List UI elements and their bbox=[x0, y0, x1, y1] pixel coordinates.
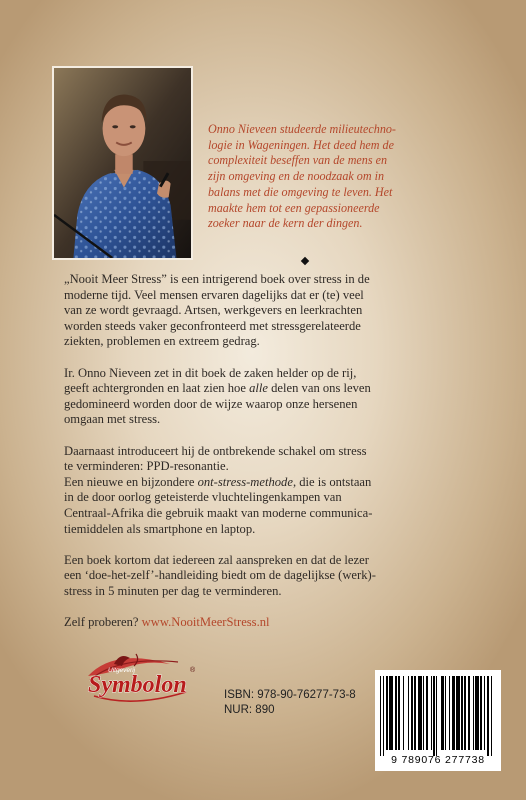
blurb-line: omgaan met stress. bbox=[64, 412, 161, 427]
blurb-line-part: geeft achtergronden en laat zien hoe bbox=[64, 381, 250, 396]
author-bio bbox=[208, 122, 500, 232]
blurb-paragraph-method bbox=[64, 475, 496, 537]
blurb-paragraph-intro bbox=[64, 272, 496, 350]
blurb-line-part: delen van ons leven bbox=[267, 381, 371, 396]
author-bio-line: zoeker naar de kern der dingen. bbox=[208, 216, 363, 231]
author-bio-line: logie in Wageningen. Het deed hem de bbox=[208, 137, 394, 152]
blurb-line: een ‘doe-het-zelf’-handleiding biedt om de dagelijkse (werk)- bbox=[64, 568, 376, 583]
blurb-line: Centraal-Afrika die gebruik maakt van moderne communica- bbox=[64, 505, 373, 520]
blurb-line-part: , die is ontstaan bbox=[292, 474, 372, 489]
blurb-line: „Nooit Meer Stress” is een intrigerend boek over stress in de bbox=[64, 272, 370, 286]
blurb-line: ziekten, problemen en extreem gedrag. bbox=[64, 334, 260, 349]
blurb-line: Ir. Onno Nieveen zet in dit boek de zaken helder op de rij, bbox=[64, 365, 357, 380]
blurb-text bbox=[64, 272, 496, 646]
blurb-call-to-action bbox=[64, 615, 496, 631]
blurb-paragraph-summary bbox=[64, 553, 496, 600]
diamond-separator-icon bbox=[301, 257, 309, 265]
author-bio-line: complexiteit beseffen van de mens en bbox=[208, 153, 387, 168]
blurb-paragraph-author bbox=[64, 366, 496, 428]
symbolon-logo-icon bbox=[74, 650, 214, 710]
author-photo bbox=[52, 66, 193, 260]
blurb-line: gedomineerd worden door de wijze waarop onze hersenen bbox=[64, 396, 358, 411]
website-link[interactable]: www.NooitMeerStress.nl bbox=[141, 615, 270, 630]
blurb-line: van ze wordt gevraagd. Artsen, werkgevers en leerkrachten bbox=[64, 303, 363, 318]
author-portrait-image bbox=[54, 68, 191, 258]
author-bio-line: Onno Nieveen studeerde milieutechno- bbox=[208, 122, 396, 136]
registered-mark: ® bbox=[190, 667, 196, 674]
barcode-gap bbox=[492, 676, 493, 750]
blurb-line: tiemiddelen als smartphone en laptop. bbox=[64, 521, 256, 536]
blurb-emphasis: ont-stress-methode bbox=[197, 474, 293, 489]
publisher-logo bbox=[74, 650, 214, 710]
blurb-line: moderne tijd. Veel mensen ervaren dagelijks dat er (te) veel bbox=[64, 287, 364, 302]
publisher-name: Symbolon bbox=[88, 672, 187, 698]
blurb-line: worden steeds vaker geconfronteerd met stressgerelateerde bbox=[64, 318, 361, 333]
blurb-paragraph-ppd bbox=[64, 444, 496, 475]
blurb-line: in de door oorlog geteisterde vluchtelingenkampen van bbox=[64, 490, 342, 505]
publisher-tagline: Uitgeverij bbox=[108, 667, 136, 674]
isbn-number: ISBN: 978-90-76277-73-8 bbox=[224, 689, 356, 701]
author-bio-line: balans met die omgeving te leven. Het bbox=[208, 184, 393, 199]
blurb-emphasis: alle bbox=[249, 381, 268, 396]
author-bio-line: maakte hem tot een gepassioneerde bbox=[208, 200, 380, 215]
blurb-line: Daarnaast introduceert hij de ontbrekende schakel om stress bbox=[64, 443, 367, 458]
ean-barcode bbox=[375, 670, 501, 771]
blurb-line-part: Een nieuwe en bijzondere bbox=[64, 474, 198, 489]
blurb-line: te verminderen: PPD-resonantie. bbox=[64, 459, 229, 474]
isbn-block bbox=[224, 688, 356, 718]
nur-code: NUR: 890 bbox=[224, 704, 275, 716]
barcode-bars bbox=[380, 676, 496, 752]
cta-text: Zelf proberen? bbox=[64, 615, 142, 630]
blurb-line: Een boek kortom dat iedereen zal aanspreken en dat de lezer bbox=[64, 552, 369, 567]
barcode-digits: 9 789076 277738 bbox=[391, 754, 485, 766]
blurb-line: stress in 5 minuten per dag te verminderen. bbox=[64, 583, 282, 598]
author-bio-line: zijn omgeving en de noodzaak om in bbox=[208, 169, 385, 184]
